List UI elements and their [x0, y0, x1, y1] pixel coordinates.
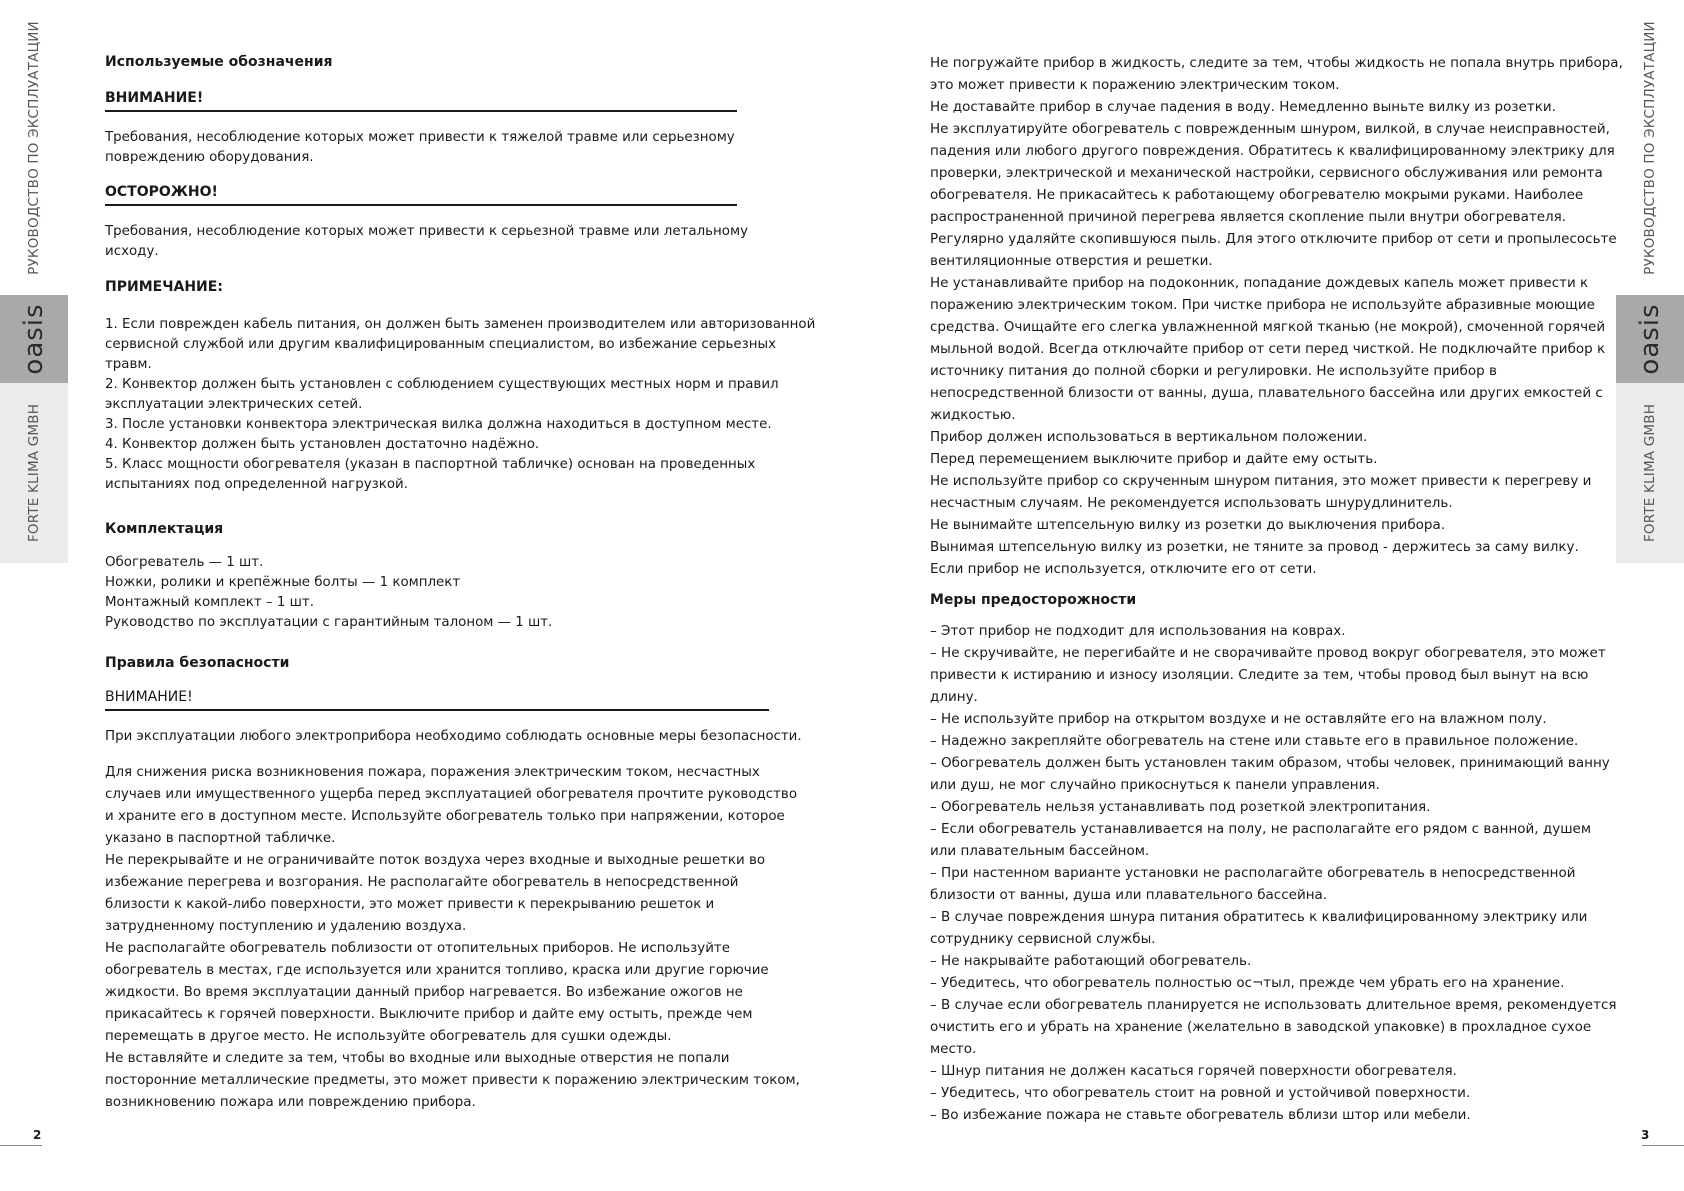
- list-item: Руководство по эксплуатации с гарантийным талоном — 1 шт.: [105, 615, 553, 630]
- caution-divider: [105, 204, 737, 206]
- text-line: жидкости. Во время эксплуатации данный прибор нагревается. Во избежание ожогов не: [105, 985, 743, 1000]
- text-line: это может привести к поражению электрическим током.: [930, 77, 1340, 93]
- text-line: Не используйте прибор со скрученным шнуром питания, это может привести к перегреву и: [930, 473, 1592, 489]
- note-heading: ПРИМЕЧАНИЕ:: [105, 279, 223, 295]
- text-line: прикасайтесь к горячей поверхности. Выключите прибор и дайте ему остыть, прежде чем: [105, 1007, 753, 1022]
- text-line: Регулярно удаляйте скопившуюся пыль. Для этого отключите прибор от сети и пропылесосьте: [930, 231, 1617, 247]
- text-line: проверки, электрической и механической настройки, сервисного обслуживания или ремонта: [930, 165, 1603, 181]
- text-line: падения или любого другого повреждения. Обратитесь к квалифицированному электрику для: [930, 143, 1615, 159]
- brand-logo: oasis: [19, 303, 49, 375]
- list-item: – При настенном варианте установки не располагайте обогреватель в непосредственной: [930, 865, 1576, 881]
- list-item: – Не скручивайте, не перегибайте и не сворачивайте провод вокруг обогревателя, это может: [930, 645, 1606, 661]
- text-line: Требования, несоблюдение которых может привести к серьезной травме или летальному: [105, 224, 749, 239]
- list-item: Обогреватель — 1 шт.: [105, 555, 264, 570]
- text-line: Перед перемещением выключите прибор и дайте ему остыть.: [930, 451, 1378, 467]
- warning-divider: [105, 110, 737, 112]
- kit-list: [105, 553, 552, 633]
- text-line: При эксплуатации любого электроприбора необходимо соблюдать основные меры безопасности.: [105, 729, 802, 744]
- list-item: 3. После установки конвектора электрическая вилка должна находиться в доступном месте.: [105, 417, 772, 432]
- text-line: возникновению пожара или повреждению прибора.: [105, 1095, 476, 1110]
- brand-logo: oasis: [1635, 303, 1665, 375]
- list-item: – Надежно закрепляйте обогреватель на стене или ставьте его в правильное положение.: [930, 733, 1579, 749]
- list-item: Монтажный комплект – 1 шт.: [105, 595, 314, 610]
- text-line: случаев или имущественного ущерба перед эксплуатацией обогревателя прочтите руководство: [105, 787, 798, 802]
- safety-body: [105, 762, 800, 1114]
- list-item: испытаниях под определенной нагрузкой.: [105, 477, 408, 492]
- sidebar-manual-label: РУКОВОДСТВО ПО ЭКСПЛУАТАЦИИ: [1642, 20, 1658, 275]
- text-line: Не устанавливайте прибор на подоконник, попадание дождевых капель может привести к: [930, 275, 1589, 291]
- warning-heading: ВНИМАНИЕ!: [105, 90, 204, 106]
- list-item: близости от ванны, душа или плавательного бассейна.: [930, 887, 1328, 903]
- text-line: Не эксплуатируйте обогреватель с поврежденным шнуром, вилкой, в случае неисправностей,: [930, 121, 1610, 137]
- precautions-heading: Меры предосторожности: [930, 592, 1137, 608]
- note-list: [105, 315, 815, 495]
- text-line: исходу.: [105, 244, 159, 259]
- right-body: [930, 52, 1623, 580]
- text-line: перемещать в другое место. Не используйте обогреватель для сушки одежды.: [105, 1029, 672, 1044]
- sidebar-brand-block: [0, 295, 68, 383]
- list-item: место.: [930, 1041, 977, 1057]
- sidebar-company-block: [0, 383, 68, 563]
- page-number-left: 2: [33, 1128, 42, 1142]
- symbols-heading: Используемые обозначения: [105, 54, 333, 70]
- text-line: близости к какой-либо поверхности, это может привести к перекрыванию решеток и: [105, 897, 715, 912]
- text-line: несчастным случаям. Не рекомендуется использовать шнурудлинитель.: [930, 495, 1453, 511]
- list-item: сотруднику сервисной службы.: [930, 931, 1156, 947]
- page-number-rule-left: [0, 1145, 42, 1146]
- safety-divider: [105, 709, 769, 711]
- text-line: Не располагайте обогреватель поблизости от отопительных приборов. Не используйте: [105, 941, 730, 956]
- text-line: и храните его в доступном месте. Используйте обогреватель только при напряжении, которое: [105, 809, 785, 824]
- list-item: – Не накрывайте работающий обогреватель.: [930, 953, 1252, 969]
- page-number-rule-right: [1642, 1145, 1684, 1146]
- list-item: или душ, не мог случайно прикоснуться к панели управления.: [930, 777, 1380, 793]
- sidebar-company-label: FORTE KLIMA GMBH: [26, 403, 42, 543]
- list-item: – Убедитесь, что обогреватель полностью ос¬тыл, прежде чем убрать его на хранение.: [930, 975, 1565, 991]
- text-line: затрудненному поступлению и удалению воздуха.: [105, 919, 467, 934]
- text-line: непосредственной близости от ванны, душа, плавательного бассейна или других емкостей с: [930, 385, 1603, 401]
- safety-intro: [105, 727, 802, 747]
- list-item: 5. Класс мощности обогревателя (указан в паспортной табличке) основан на проведенных: [105, 457, 756, 472]
- text-line: поражению электрическим током. При чистке прибора не используйте абразивные моющие: [930, 297, 1595, 313]
- list-item: – В случае если обогреватель планируется не использовать длительное время, рекомендуется: [930, 997, 1617, 1013]
- sidebar-company-label: FORTE KLIMA GMBH: [1642, 403, 1658, 543]
- list-item: – Обогреватель нельзя устанавливать под розеткой электропитания.: [930, 799, 1431, 815]
- right-sidebar: [1616, 0, 1684, 563]
- list-item: 1. Если поврежден кабель питания, он должен быть заменен производителем или авторизованной: [105, 317, 816, 332]
- list-item: – Обогреватель должен быть установлен таким образом, чтобы человек, принимающий ванну: [930, 755, 1610, 771]
- text-line: вентиляционные отверстия и решетки.: [930, 253, 1213, 269]
- list-item: 2. Конвектор должен быть установлен с соблюдением существующих местных норм и правил: [105, 377, 779, 392]
- text-line: Прибор должен использоваться в вертикальном положении.: [930, 429, 1368, 445]
- list-item: – Если обогреватель устанавливается на полу, не располагайте его рядом с ванной, душем: [930, 821, 1592, 837]
- sidebar-manual-label: РУКОВОДСТВО ПО ЭКСПЛУАТАЦИИ: [26, 20, 42, 275]
- text-line: средства. Очищайте его слегка увлажненной мягкой тканью (не мокрой), смоченной горячей: [930, 319, 1606, 335]
- kit-heading: Комплектация: [105, 521, 224, 537]
- list-item: 4. Конвектор должен быть установлен достаточно надёжно.: [105, 437, 540, 452]
- text-line: Не перекрывайте и не ограничивайте поток воздуха через входные и выходные решетки во: [105, 853, 766, 868]
- sidebar-brand-block: [1616, 295, 1684, 383]
- caution-heading: ОСТОРОЖНО!: [105, 184, 218, 200]
- text-line: Для снижения риска возникновения пожара, поражения электрическим током, несчастных: [105, 765, 760, 780]
- page-number-right: 3: [1641, 1128, 1650, 1142]
- list-item: травм.: [105, 357, 152, 372]
- list-item: – Шнур питания не должен касаться горячей поверхности обогревателя.: [930, 1063, 1457, 1079]
- text-line: Не вставляйте и следите за тем, чтобы во входные или выходные отверстия не попали: [105, 1051, 730, 1066]
- text-line: указано в паспортной табличке.: [105, 831, 336, 846]
- list-item: длину.: [930, 689, 978, 705]
- text-line: Не вынимайте штепсельную вилку из розетки до выключения прибора.: [930, 517, 1446, 533]
- text-line: Не погружайте прибор в жидкость, следите за тем, чтобы жидкость не попала внутрь прибора,: [930, 55, 1623, 71]
- list-item: привести к истиранию и износу изоляции. Следите за тем, чтобы провод был вынут на всю: [930, 667, 1589, 683]
- safety-heading: Правила безопасности: [105, 655, 290, 671]
- list-item: – Этот прибор не подходит для использования на коврах.: [930, 623, 1346, 639]
- warning-text: [105, 128, 735, 168]
- text-line: обогревателя. Не прикасайтесь к работающему обогревателю мокрыми руками. Наиболее: [930, 187, 1584, 203]
- text-line: избежание перегрева и возгорания. Не располагайте обогреватель в непосредственной: [105, 875, 739, 890]
- list-item: Ножки, ролики и крепёжные болты — 1 комплект: [105, 575, 461, 590]
- sidebar-company-block: [1616, 383, 1684, 563]
- text-line: повреждению оборудования.: [105, 150, 314, 165]
- caution-text: [105, 222, 748, 262]
- list-item: – В случае повреждения шнура питания обратитесь к квалифицированному электрику или: [930, 909, 1588, 925]
- text-line: обогреватель в местах, где используется или хранится топливо, краска или другие горючие: [105, 963, 769, 978]
- text-line: жидкостью.: [930, 407, 1016, 423]
- sidebar-manual-block: [0, 0, 68, 295]
- list-item: очистить его и убрать на хранение (желательно в заводской упаковке) в прохладное сухое: [930, 1019, 1592, 1035]
- text-line: Вынимая штепсельную вилку из розетки, не тяните за провод - держитесь за саму вилку.: [930, 539, 1579, 555]
- list-item: – Не используйте прибор на открытом воздухе и не оставляйте его на влажном полу.: [930, 711, 1547, 727]
- left-sidebar: [0, 0, 68, 563]
- sidebar-manual-block: [1616, 0, 1684, 295]
- list-item: эксплуатации электрических сетей.: [105, 397, 363, 412]
- list-item: сервисной службой или другим квалифицированным специалистом, во избежание серьезных: [105, 337, 777, 352]
- list-item: – Убедитесь, что обогреватель стоит на ровной и устойчивой поверхности.: [930, 1085, 1471, 1101]
- text-line: мыльной водой. Всегда отключайте прибор от сети перед чисткой. Не подключайте прибор к: [930, 341, 1606, 357]
- list-item: или плавательным бассейном.: [930, 843, 1150, 859]
- text-line: Требования, несоблюдение которых может привести к тяжелой травме или серьезному: [105, 130, 735, 145]
- list-item: – Во избежание пожара не ставьте обогреватель вблизи штор или мебели.: [930, 1107, 1471, 1123]
- safety-warning-label: ВНИМАНИЕ!: [105, 689, 193, 705]
- text-line: посторонние металлические предметы, это может привести к поражению электрическим током,: [105, 1073, 800, 1088]
- text-line: распространенной причиной перегрева является скопление пыли внутри обогревателя.: [930, 209, 1567, 225]
- precautions-list: [930, 620, 1616, 1126]
- text-line: Не доставайте прибор в случае падения в воду. Немедленно выньте вилку из розетки.: [930, 99, 1556, 115]
- text-line: источнику питания до полной сборки и регулировки. Не используйте прибор в: [930, 363, 1497, 379]
- text-line: Если прибор не используется, отключите его от сети.: [930, 561, 1317, 577]
